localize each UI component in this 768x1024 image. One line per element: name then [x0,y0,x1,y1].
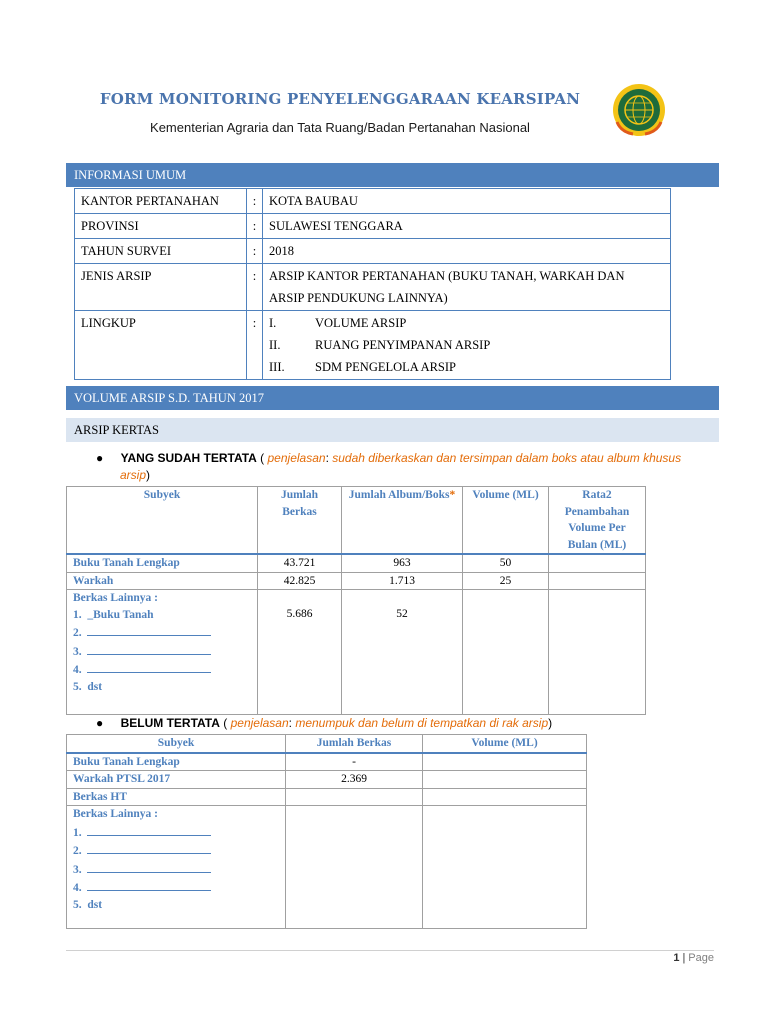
list-item [73,679,251,696]
field-label: PROVINSI [75,214,247,239]
explanation-word: penjelasan [230,716,289,730]
column-header: Rata2 Penambahan Volume Per Bulan (ML) [549,487,646,555]
berkas-cell: - [286,753,423,771]
volume-cell: 25 [463,572,549,590]
subject-cell: Warkah PTSL 2017 [67,771,286,789]
paren-open: ( [219,716,231,730]
footer-divider [66,950,714,951]
table-header-row [67,487,646,555]
sorted-archive-table [66,486,646,715]
volume-cell [423,753,587,771]
page-number: 1 [673,952,680,964]
paren-open: ( [256,451,268,465]
volume-cell [423,788,587,806]
rata-cell [549,590,646,715]
scope-text: SDM PENGELOLA ARSIP [315,360,456,374]
field-value-line: ARSIP KANTOR PERTANAHAN (BUKU TANAH, WARKAH DAN [269,269,625,283]
table-row [75,239,671,264]
field-separator: : [247,239,263,264]
list-number: 3. [73,645,82,658]
volume-cell: 50 [463,554,549,572]
paren-close: ) [548,716,553,730]
blank-line [87,823,211,836]
section-heading-volume: VOLUME ARSIP S.D. TAHUN 2017 [66,386,719,410]
subject-cell: Warkah [67,572,258,590]
blank-line [87,878,211,891]
berkas-cell: 2.369 [286,771,423,789]
scope-number: I. [269,316,277,330]
list-item [73,660,251,679]
scope-number: III. [269,360,285,374]
blank-line [87,860,211,873]
subject-cell: Berkas HT [67,788,286,806]
subject-cell-other [67,806,286,929]
field-label: TAHUN SURVEI [75,239,247,264]
column-header [342,487,463,555]
list-item [73,607,251,624]
list-number: 2. [73,845,82,857]
column-header: Subyek [67,735,286,753]
berkas-cell: 42.825 [258,572,342,590]
list-number: 1. [73,608,82,621]
list-number: 4. [73,882,82,894]
column-header: Subyek [67,487,258,555]
column-header: Jumlah Berkas [286,735,423,753]
list-item [73,897,279,914]
list-item [73,642,251,661]
field-value [263,264,671,311]
subject-cell-other [67,590,258,715]
page-subtitle: Kementerian Agraria dan Tata Ruang/Badan Pertanahan Nasional [150,120,530,135]
album-cell: 1.713 [342,572,463,590]
field-value-line: ARSIP PENDUKUNG LAINNYA) [269,291,448,305]
blank-line [87,841,211,854]
explanation-text-cont: arsip [120,468,147,482]
berkas-cell: 43.721 [258,554,342,572]
bullet-label: YANG SUDAH TERTATA [120,451,257,465]
list-item [73,823,279,842]
list-item [73,623,251,642]
table-row [75,214,671,239]
column-header: Volume (ML) [423,735,587,753]
table-row [75,264,671,311]
field-separator: : [247,264,263,311]
scope-number: II. [269,338,281,352]
column-header-text: Jumlah Album/Boks [348,489,450,501]
table-row [67,771,587,789]
bpn-emblem-icon [611,82,667,138]
field-separator: : [247,214,263,239]
list-number: 2. [73,627,82,639]
table-header-row [67,735,587,753]
page-title: FORM MONITORING PENYELENGGARAAN KEARSIPAN [99,90,581,108]
scope-item [269,356,664,378]
column-header: Volume (ML) [463,487,549,555]
list-item [73,841,279,860]
scope-item [269,334,664,356]
field-value: KOTA BAUBAU [263,189,671,214]
list-item [73,878,279,897]
table-row [67,806,587,929]
footer-separator: | [682,952,686,964]
general-info-table [74,188,671,380]
explanation-colon: : [288,716,296,730]
scope-text: VOLUME ARSIP [315,316,407,330]
page-footer [600,952,714,964]
column-header: Jumlah Berkas [258,487,342,555]
explanation-text: sudah diberkaskan dan tersimpan dalam boks atau album khusus [332,451,682,465]
table-row [67,788,587,806]
album-cell: 52 [342,590,463,715]
field-label: KANTOR PERTANAHAN [75,189,247,214]
list-text: _Buku Tanah [87,608,154,621]
list-number: 5. [73,898,82,911]
field-label: LINGKUP [75,311,247,380]
explanation-colon: : [325,451,333,465]
bullet-dot-icon: ● [96,451,104,465]
section-heading-general: INFORMASI UMUM [66,163,719,187]
bullet-sorted [96,450,716,484]
volume-cell [423,771,587,789]
scope-list [263,311,671,380]
field-separator: : [247,311,263,380]
other-label: Berkas Lainnya : [73,808,158,820]
field-value: 2018 [263,239,671,264]
scope-text: RUANG PENYIMPANAN ARSIP [315,338,491,352]
unsorted-archive-table [66,734,587,929]
list-text: dst [87,898,103,911]
scope-item [269,312,664,334]
page-word: Page [688,952,714,964]
list-number: 4. [73,664,82,676]
table-row [75,189,671,214]
subject-cell: Buku Tanah Lengkap [67,753,286,771]
bullet-dot-icon: ● [96,716,104,730]
blank-line [87,642,211,655]
volume-cell [463,590,549,715]
list-number: 5. [73,680,82,693]
rata-cell [549,572,646,590]
album-cell: 963 [342,554,463,572]
asterisk-mark: * [449,489,456,501]
table-row [67,554,646,572]
blank-line [87,623,211,636]
berkas-cell [286,806,423,929]
list-number: 3. [73,863,82,876]
explanation-text: menumpuk dan belum di tempatkan di rak arsip [295,716,549,730]
field-separator: : [247,189,263,214]
list-number: 1. [73,826,82,839]
table-row [67,572,646,590]
volume-cell [423,806,587,929]
field-label: JENIS ARSIP [75,264,247,311]
explanation-word: penjelasan [267,451,326,465]
list-item [73,860,279,879]
field-value: SULAWESI TENGGARA [263,214,671,239]
table-row [67,753,587,771]
berkas-cell [286,788,423,806]
table-row [67,590,646,715]
table-row [75,311,671,380]
list-text: dst [87,680,103,693]
sub-heading-paper: ARSIP KERTAS [66,418,719,442]
berkas-cell: 5.686 [258,590,342,715]
rata-cell [549,554,646,572]
paren-close: ) [146,468,151,482]
bullet-unsorted [96,715,716,732]
bullet-label: BELUM TERTATA [120,716,220,730]
subject-cell: Buku Tanah Lengkap [67,554,258,572]
other-label: Berkas Lainnya : [73,592,158,604]
blank-line [87,660,211,673]
